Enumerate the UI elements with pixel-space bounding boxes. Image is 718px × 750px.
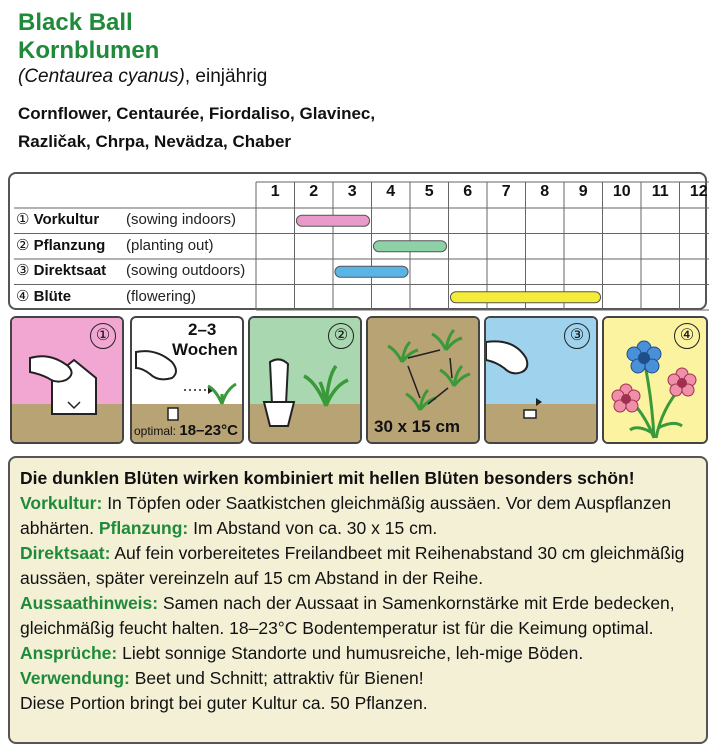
step-3-badge: ③ [564,323,590,349]
calendar-row-label [16,287,197,306]
calendar-bar [450,292,600,303]
panel-spacing [366,316,480,444]
calendar-bar [335,266,408,277]
product-title: Black Ball [18,9,133,36]
panel-flowering [602,316,708,444]
row-label-de: Vorkultur [33,211,100,228]
vorkultur-label: Vorkultur: [20,493,103,513]
weeks-value: 2–3 [188,320,217,339]
sowing-calendar [8,172,707,310]
lifecycle: , einjährig [184,66,268,87]
row-label-en: (planting out) [126,236,214,254]
optimal-label: optimal: [134,424,177,438]
panel-planting-out [248,316,362,444]
headline: Die dunklen Blüten wirken kombiniert mit hellen Blüten besonders schön! [20,468,635,488]
portion-text: Diese Portion bringt bei guter Kultur ca. 50 Pflanzen. [20,693,428,713]
pflanzung-text: Im Abstand von ca. 30 x 15 cm. [188,518,438,538]
verwendung-label: Verwendung: [20,668,130,688]
panel-germination [130,316,244,444]
row-number: ④ [16,287,34,305]
calendar-row-label [16,211,237,229]
ansprueche-label: Ansprüche: [20,643,118,663]
row-number: ① [16,211,34,228]
translated-names-line2: Različak, Chrpa, Nevädza, Chaber [18,132,292,151]
instructions-text [20,491,696,716]
growing-instructions [8,456,708,744]
row-number: ② [16,236,34,254]
latin-name: (Centaurea cyanus) [18,66,185,87]
product-name: Kornblumen [18,37,160,64]
month-label: 9 [578,183,588,200]
month-label: 6 [463,183,473,200]
translated-names-line1: Cornflower, Centaurée, Fiordaliso, Glavinec, [18,104,376,123]
pflanzung-label: Pflanzung: [98,518,189,538]
row-label-de: Pflanzung [33,236,106,254]
row-label-en: (sowing outdoors) [126,262,246,279]
month-label: 4 [386,183,396,200]
weeks-label: Wochen [172,340,238,359]
direktsaat-text: Auf fein vorbereitetes Freilandbeet mit Reihenabstand 30 cm gleichmäßig aussäen, später vereinzeln auf 15 cm Abstand in der Reihe. [20,543,685,588]
row-label-en: (flowering) [126,287,197,305]
month-label: 12 [689,183,708,200]
calendar-row-label [16,236,214,255]
row-number: ③ [16,262,34,279]
calendar-bar [373,241,446,252]
calendar-row-label [16,262,246,280]
month-label: 8 [540,183,550,200]
verwendung-text: Beet und Schnitt; attraktiv für Bienen! [129,668,424,688]
step-1-badge: ① [90,323,116,349]
month-label: 7 [501,183,511,200]
aussaat-label: Aussaathinweis: [20,593,159,613]
month-label: 11 [651,183,669,200]
row-label-de: Direktsaat [33,262,107,279]
step-4-badge: ④ [674,323,700,349]
optimal-temperature [134,422,238,439]
panel-sowing-outdoors [484,316,598,444]
botanical-name [18,66,267,88]
ansprueche-text: Liebt sonnige Standorte und humusreiche, leh-mige Böden. [117,643,584,663]
direktsaat-label: Direktsaat: [20,543,111,563]
panel-sowing-indoors [10,316,124,444]
month-label: 2 [309,183,319,200]
vorkultur-text: In Töpfen oder Saatkistchen gleichmäßig aussäen. Vor dem Auspflanzen abhärten. [20,493,672,538]
month-label: 5 [424,183,434,200]
calendar-bar [296,215,369,226]
month-label: 3 [347,183,357,200]
step-2-badge: ② [328,323,354,349]
row-label-de: Blüte [33,287,72,305]
spacing-value: 30 x 15 cm [374,417,461,436]
month-label: 1 [270,183,280,200]
month-label: 10 [612,183,631,200]
temperature-value: 18–23°C [179,422,238,439]
row-label-en: (sowing indoors) [126,211,237,228]
aussaat-text: Samen nach der Aussaat in Samenkornstärke mit Erde bedecken, gleichmäßig feucht halten. 18–23°C Bodentemperatur ist für die Keimung optimal. [20,593,675,638]
